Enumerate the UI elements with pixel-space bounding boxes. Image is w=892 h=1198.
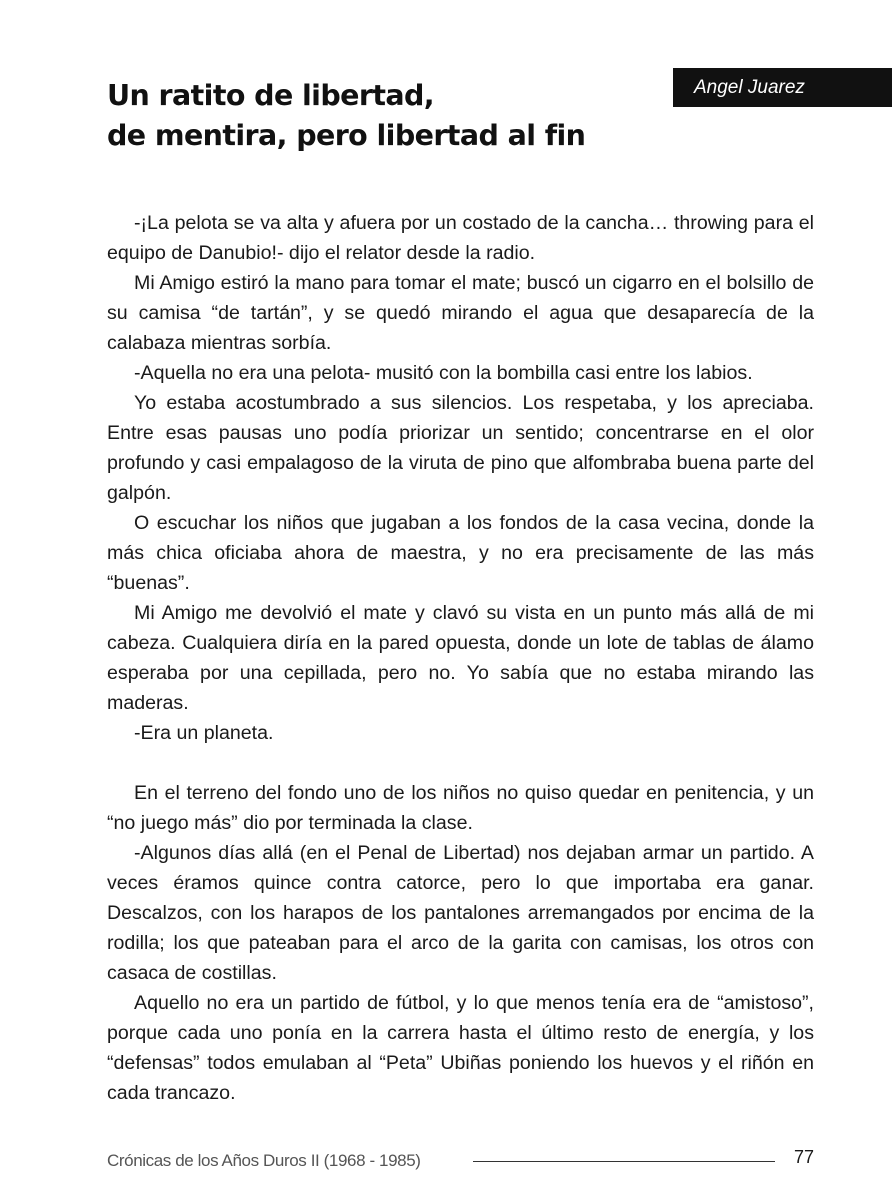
author-badge: Angel Juarez	[673, 68, 892, 107]
footer-divider	[473, 1161, 775, 1162]
paragraph-5: O escuchar los niños que jugaban a los fondos de la casa vecina, donde la más chica oficiaba ahora de maestra, y no era precisamente de las más “buenas”.	[107, 512, 814, 594]
paragraph-7: -Era un planeta.	[134, 722, 274, 744]
page-footer	[107, 1149, 814, 1173]
page-number: 77	[793, 1147, 814, 1167]
article-body	[107, 208, 814, 1108]
article-title-line-1: Un ratito de libertad,	[107, 79, 435, 112]
article-title	[107, 76, 585, 156]
article-title-line-2: de mentira, pero libertad al fin	[107, 119, 586, 152]
paragraph-10: Aquello no era un partido de fútbol, y lo que menos tenía era de “amistoso”, porque cada uno ponía en la carrera hasta el último resto de energía, y los “defensas” todos emulaban al “Peta” Ubiñas poniendo los huevos y el riñón en cada trancazo.	[107, 992, 814, 1104]
paragraph-8: En el terreno del fondo uno de los niños no quiso quedar en penitencia, y un “no juego más” dio por terminada la clase.	[107, 782, 814, 834]
paragraph-2: Mi Amigo estiró la mano para tomar el mate; buscó un cigarro en el bolsillo de su camisa “de tartán”, y se quedó mirando el agua que desaparecía de la calabaza mientras sorbía.	[107, 272, 814, 354]
paragraph-9: -Algunos días allá (en el Penal de Libertad) nos dejaban armar un partido. A veces éramos quince contra catorce, pero lo que importaba era ganar. Descalzos, con los harapos de los pantalones arremangados por encima de la rodilla; los que pateaban para el arco de la garita con camisas, los otros con casaca de costillas.	[107, 842, 814, 984]
paragraph-4: Yo estaba acostumbrado a sus silencios. Los respetaba, y los apreciaba. Entre esas pausas uno podía priorizar un sentido; concentrarse en el olor profundo y casi empalagoso de la viruta de pino que alfombraba buena parte del galpón.	[107, 392, 814, 504]
paragraph-1: -¡La pelota se va alta y afuera por un costado de la cancha… throwing para el equipo de Danubio!- dijo el relator desde la radio.	[107, 212, 814, 264]
footer-book-title: Crónicas de los Años Duros II (1968 - 1985)	[107, 1151, 421, 1170]
paragraph-3: -Aquella no era una pelota- musitó con la bombilla casi entre los labios.	[134, 362, 753, 384]
paragraph-6: Mi Amigo me devolvió el mate y clavó su vista en un punto más allá de mi cabeza. Cualquiera diría en la pared opuesta, donde un lote de tablas de álamo esperaba por una cepillada, pero no. Yo sabía que no estaba mirando las maderas.	[107, 602, 814, 714]
